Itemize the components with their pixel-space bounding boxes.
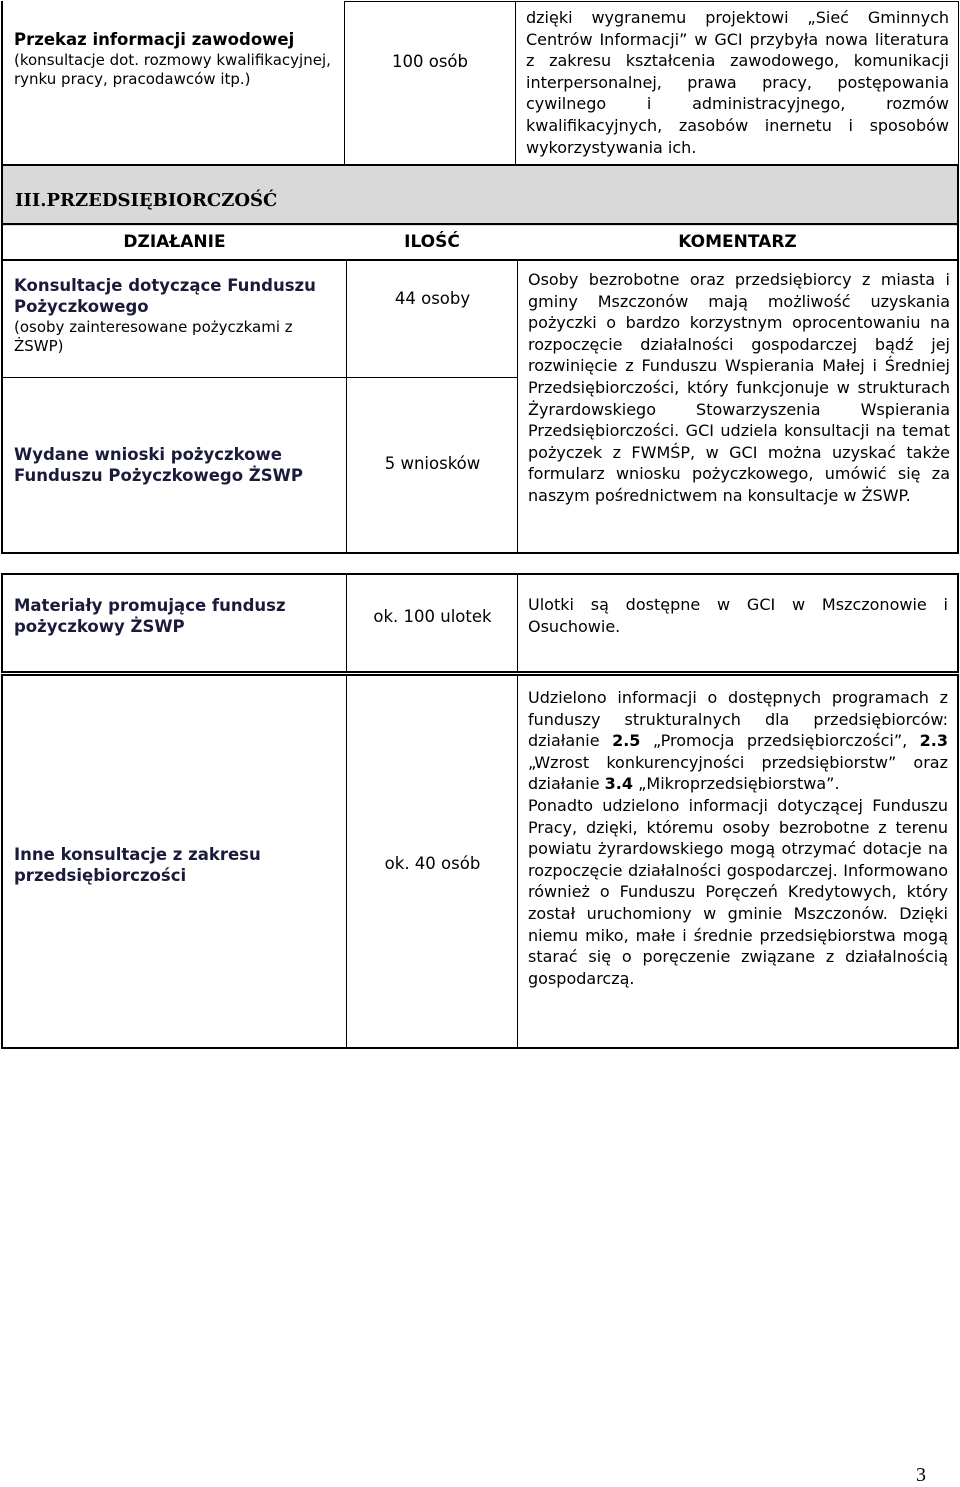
loan-applications-quantity: 5 wniosków (384, 453, 481, 473)
promo-action-cell (3, 575, 346, 671)
other-comment-part1 (518, 687, 957, 795)
other-comment-text-c: „Wzrost konkurencyjności przedsiębiorstw” oraz działanie (528, 752, 948, 794)
top-comment-cell (516, 1, 959, 166)
header-quantity-label: ILOŚĆ (404, 232, 460, 252)
promo-row (1, 573, 959, 673)
header-comment-label: KOMENTARZ (678, 232, 797, 252)
top-action-subtitle: (konsultacje dot. rozmowy kwalifikacyjnej, rynku pracy, pracodawców itp.) (14, 51, 331, 88)
loan-consult-subtitle: (osoby zainteresowane pożyczkami z ŻSWP) (14, 318, 293, 355)
promo-quantity: ok. 100 ulotek (373, 606, 492, 626)
other-comment-text-a: Udzielono informacji o dostępnych programach z funduszy strukturalnych dla przedsiębiorców: działanie (528, 688, 948, 751)
other-comment-num-b: 2.3 (919, 731, 949, 751)
header-action-label: DZIAŁANIE (123, 232, 226, 252)
other-title: Inne konsultacje z zakresu przedsiębiorczości (14, 844, 261, 885)
header-quantity (346, 225, 518, 259)
promo-title: Materiały promujące fundusz pożyczkowy ŻSWP (14, 596, 286, 636)
loan-consult-quantity: 44 osoby (394, 288, 471, 308)
loan-consult-divider (3, 259, 346, 378)
loan-applications-action-cell (3, 378, 346, 552)
other-comment-text-d: „Mikroprzedsiębiorstwa”. (633, 774, 840, 794)
loan-comment: Osoby bezrobotne oraz przedsiębiorcy z miasta i gminy Mszczonów mają możliwość uzyskania pożyczki o bardzo korzystnym oprocentowaniu na rozpoczęcie działalności gospodarczej bądź jej rozwinięcie z Funduszu Wspierania Małej i Średniej Przedsiębiorczości, który funkcjonuje w strukturach Żyrardowskiego Stowarzyszenia Wspierania Przedsiębiorczości. GCI udziela konsultacji na temat pożyczek z FWMŚP, w GCI można uzyskać także formularz wniosku pożyczkowego, umówić się za naszym pośrednictwem na konsultacje w ŻSWP. (528, 270, 950, 505)
loan-comment-cell (517, 259, 959, 552)
top-action-title: Przekaz informacji zawodowej (14, 30, 295, 49)
other-row (1, 674, 959, 1049)
other-comment-num-a: 2.5 (612, 731, 641, 751)
other-quantity: ok. 40 osób (384, 854, 481, 873)
header-action (3, 225, 346, 259)
other-action-cell (3, 676, 346, 1047)
top-comment: dzięki wygranemu projektowi „Sieć Gminnych Centrów Informacji” w GCI przybyła nowa literatura z zakresu kształcenia zawodowego, komunikacji interpersonalnej, prawa pracy, postępowania cywilnego i administracyjnego, rozmów kwalifikacyjnych, zasobów inernetu i sposobów wykorzystywania ich. (526, 8, 949, 157)
section-title: III.PRZEDSIĘBIORCZOŚĆ (15, 190, 278, 211)
top-action-cell (1, 1, 344, 166)
other-comment-text-b: „Promocja przedsiębiorczości”, (640, 731, 920, 751)
other-comment-num-c: 3.4 (604, 774, 634, 794)
top-quantity: 100 osób (392, 51, 468, 71)
loan-consult-quantity-cell (346, 259, 518, 378)
section-header (1, 164, 959, 226)
other-comment-cell (517, 676, 957, 1047)
top-quantity-cell (344, 1, 516, 166)
loan-fund-block (1, 259, 959, 554)
promo-comment-cell (517, 575, 957, 671)
loan-applications-title: Wydane wnioski pożyczkowe Funduszu Pożyczkowego ŻSWP (14, 445, 303, 485)
other-quantity-cell (346, 676, 518, 1047)
promo-quantity-cell (346, 575, 518, 671)
column-header-row (1, 223, 959, 261)
top-row (1, 1, 959, 166)
promo-comment: Ulotki są dostępne w GCI w Mszczonowie i Osuchowie. (528, 595, 948, 636)
header-comment (518, 225, 957, 259)
loan-applications-quantity-cell (346, 378, 518, 552)
loan-consult-title: Konsultacje dotyczące Funduszu Pożyczkowego (14, 276, 316, 316)
other-comment-part2: Ponadto udzielono informacji dotyczącej Funduszu Pracy, dzięki, któremu osoby bezrobotne z terenu powiatu żyrardowskiego mogą otrzymać dotacje na rozpoczęcie działalności gospodarczej. Informowano również o Funduszu Poręczeń Kredytowych, który został uruchomiony w gminie Mszczonów. Dzięki niemu miko, małe i średnie przedsiębiorstwa mogą starać się o poręczenie związane z działalnością gospodarczą. (528, 795, 948, 988)
page-number: 3 (916, 1464, 926, 1486)
